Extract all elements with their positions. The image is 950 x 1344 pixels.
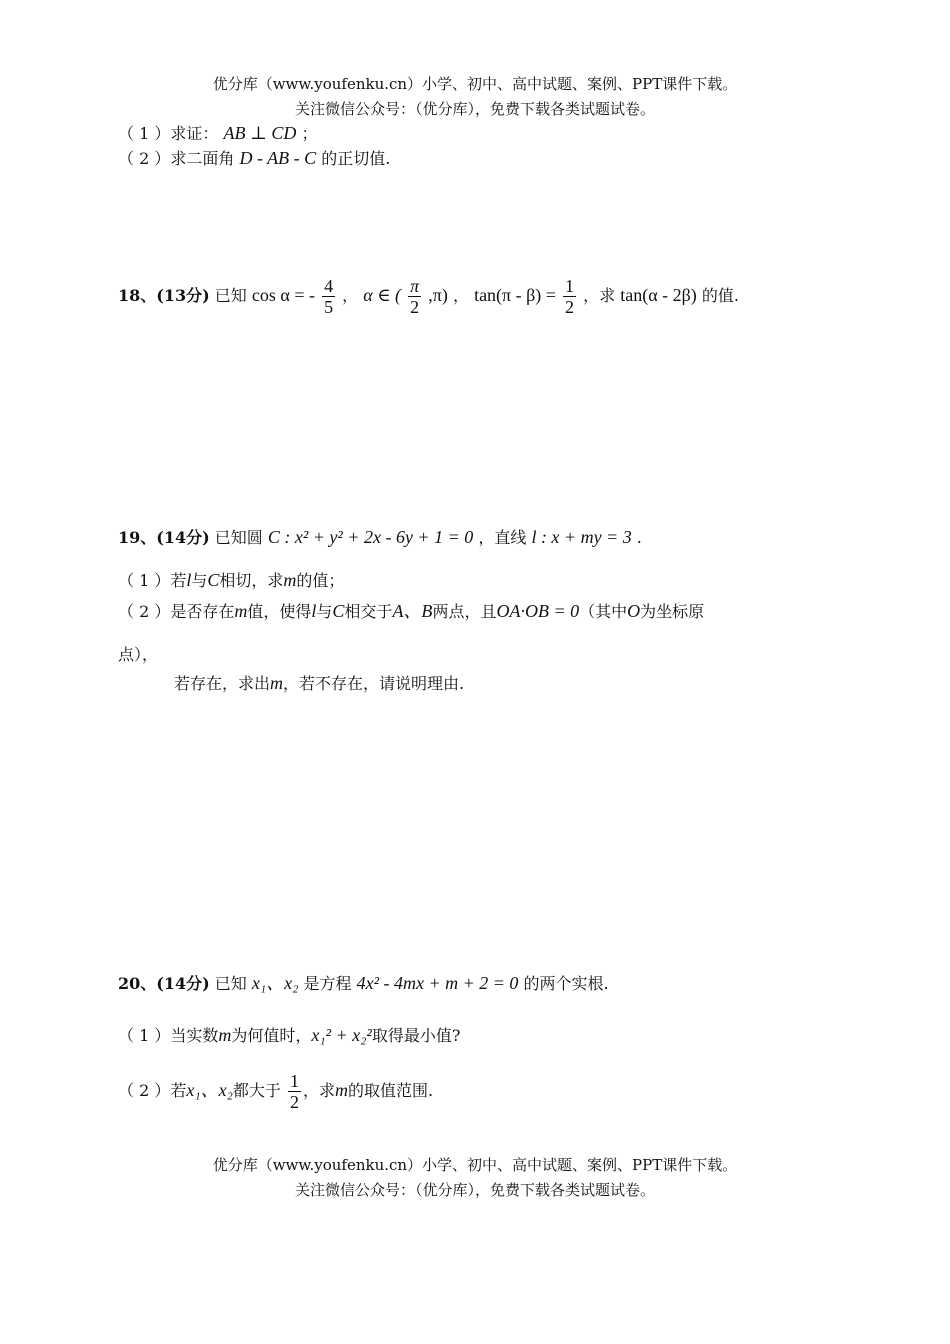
q20-p2-x: x₁、x₂ bbox=[186, 1080, 233, 1100]
q20-text-1: 已知 bbox=[214, 974, 247, 993]
q19-p1-d: 相切，求 bbox=[219, 571, 284, 590]
q19-p2-C: C bbox=[332, 601, 345, 621]
q18-cos: cos α = - bbox=[251, 285, 315, 305]
q19-p2-m2: m bbox=[270, 673, 284, 693]
q18-text-1: 已知 bbox=[214, 286, 247, 305]
q17-part2-expr: D - AB - C bbox=[239, 148, 317, 168]
q17-part1-label: （ 1 ）求证： bbox=[118, 124, 219, 143]
q18-f1-num: 4 bbox=[324, 276, 334, 296]
q18-tan: tan(π - β) = bbox=[474, 285, 556, 305]
q19-p2-j: ，若不存在，请说明理由. bbox=[283, 674, 465, 693]
question-19 bbox=[118, 527, 642, 548]
q19-text-2: ，直线 bbox=[478, 528, 527, 547]
q19-p1-m: m bbox=[283, 570, 297, 590]
q18-alpha-in: α ∈ ( bbox=[363, 285, 402, 305]
footer-line-2: 关注微信公众号：（优分库），免费下载各类试题试卷。 bbox=[294, 1181, 655, 1199]
q19-text-3: . bbox=[636, 528, 642, 547]
q19-p2-a: （ 2 ）是否存在 bbox=[118, 602, 235, 621]
q19-p2-c: 与 bbox=[316, 602, 333, 621]
q18-text-2: ， bbox=[342, 286, 359, 305]
q19-p2-AB: A、B bbox=[392, 601, 433, 621]
q19-line: l : x + my = 3 bbox=[531, 527, 632, 547]
q20-part1 bbox=[118, 1025, 460, 1046]
q18-pi-close: ,π) bbox=[428, 285, 448, 305]
q19-p2-O: O bbox=[627, 601, 641, 621]
q19-p1-b: 与 bbox=[191, 571, 208, 590]
q18-fraction-pi-2 bbox=[408, 276, 421, 317]
q20-p1-c: 取得最小值? bbox=[371, 1026, 461, 1045]
q18-f3-den: 2 bbox=[565, 297, 575, 317]
q19-part2-tail bbox=[174, 673, 464, 694]
q20-equation: 4x² - 4mx + m + 2 = 0 bbox=[356, 973, 519, 993]
q17-part2-label: （ 2 ）求二面角 bbox=[118, 149, 235, 168]
q18-text-4: ，求 bbox=[583, 286, 616, 305]
q18-tan2: tan(α - 2β) bbox=[620, 285, 697, 305]
q20-text-2: 是方程 bbox=[303, 974, 352, 993]
q20-p1-m: m bbox=[218, 1025, 232, 1045]
q20-f-num: 1 bbox=[289, 1071, 299, 1091]
q17-part1-expr: AB ⊥ CD bbox=[223, 123, 297, 143]
q20-x1x2: x₁、x₂ bbox=[251, 973, 299, 993]
q20-text-3: 的两个实根. bbox=[523, 974, 609, 993]
q18-f3-num: 1 bbox=[565, 276, 575, 296]
q20-p1-b: 为何值时， bbox=[231, 1026, 312, 1045]
q19-p1-c: C bbox=[207, 570, 220, 590]
question-18 bbox=[118, 273, 739, 318]
q19-p2-b: 值，使得 bbox=[247, 602, 312, 621]
q19-circle: C : x² + y² + 2x - 6y + 1 = 0 bbox=[267, 527, 474, 547]
q19-number: 19、(14分) bbox=[118, 528, 210, 547]
q17-part2 bbox=[118, 148, 390, 169]
q20-p2-a: （ 2 ）若 bbox=[118, 1081, 187, 1100]
q18-text-5: 的值. bbox=[701, 286, 739, 305]
q18-f2-num: π bbox=[410, 276, 420, 296]
q19-part2-cont: 点）， bbox=[118, 645, 159, 664]
q19-p2-d: 相交于 bbox=[344, 602, 393, 621]
q17-part1-end: ； bbox=[301, 124, 318, 143]
q17-part2-end: 的正切值. bbox=[321, 149, 391, 168]
q19-p2-m: m bbox=[234, 601, 248, 621]
q19-p2-i: 若存在，求出 bbox=[174, 674, 271, 693]
q19-part2 bbox=[118, 598, 704, 625]
q20-p1-a: （ 1 ）当实数 bbox=[118, 1026, 219, 1045]
q20-p2-d: 的取值范围. bbox=[347, 1081, 434, 1100]
q19-p1-e: 的值； bbox=[296, 571, 345, 590]
q20-p2-m: m bbox=[334, 1080, 348, 1100]
q19-p2-e: 两点，且 bbox=[432, 602, 497, 621]
q20-fraction-1-2 bbox=[288, 1071, 301, 1112]
q18-number: 18、(13分) bbox=[118, 286, 210, 305]
q20-p2-c: ，求 bbox=[302, 1081, 335, 1100]
q19-part1 bbox=[118, 570, 344, 591]
q18-fraction-1-2 bbox=[563, 276, 576, 317]
q20-p2-b: 都大于 bbox=[232, 1081, 281, 1100]
q19-text-1: 已知圆 bbox=[214, 528, 263, 547]
q19-p2-f: （其中 bbox=[579, 602, 628, 621]
header-line-2: 关注微信公众号：（优分库），免费下载各类试题试卷。 bbox=[294, 100, 655, 118]
q19-p1-l: l bbox=[186, 570, 192, 590]
q18-f2-den: 2 bbox=[410, 297, 420, 317]
q19-p2-dot: OA·OB = 0 bbox=[496, 601, 580, 621]
q19-p2-g: 为坐标原 bbox=[640, 602, 705, 621]
footer-line-1: 优分库（www.youfenku.cn）小学、初中、高中试题、案例、PPT课件下载。 bbox=[212, 1156, 738, 1174]
q20-number: 20、(14分) bbox=[118, 974, 210, 993]
q18-text-3: ， bbox=[452, 286, 469, 305]
question-20 bbox=[118, 973, 609, 994]
q20-f-den: 2 bbox=[289, 1092, 299, 1112]
q17-part1 bbox=[118, 123, 318, 144]
q18-fraction-4-5 bbox=[322, 276, 335, 317]
header-line-1: 优分库（www.youfenku.cn）小学、初中、高中试题、案例、PPT课件下载。 bbox=[212, 75, 738, 93]
q20-p1-expr: x₁² + x₂² bbox=[311, 1025, 372, 1045]
q20-part2 bbox=[118, 1068, 433, 1113]
q19-p1-a: （ 1 ）若 bbox=[118, 571, 187, 590]
q19-p2-l: l bbox=[311, 601, 317, 621]
q18-f1-den: 5 bbox=[324, 297, 334, 317]
